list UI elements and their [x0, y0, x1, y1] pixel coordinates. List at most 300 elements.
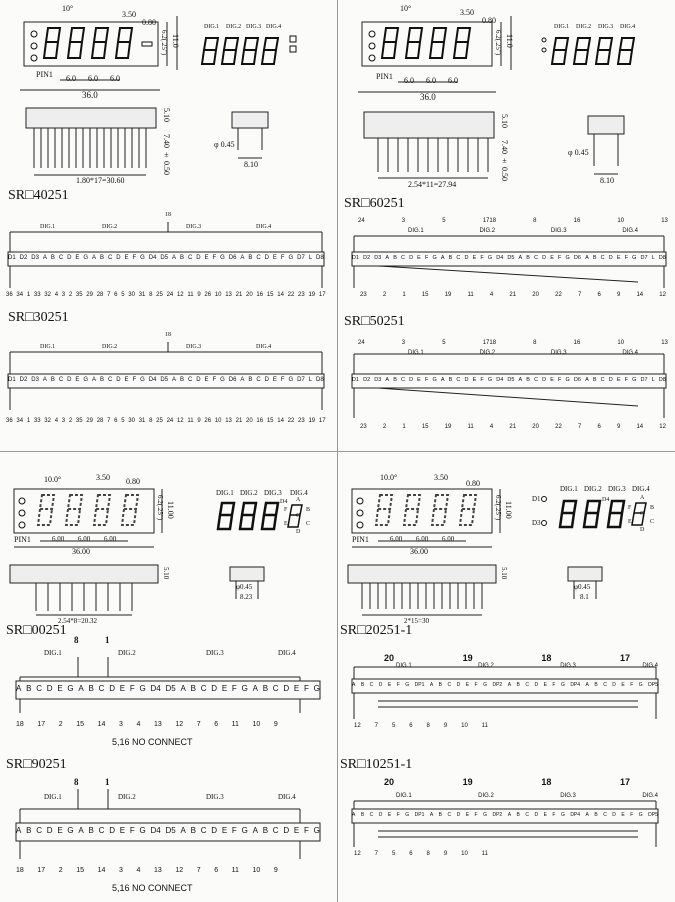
pin-number: 4: [489, 292, 494, 298]
segment-label: E: [616, 255, 621, 261]
pin-number: 1: [26, 418, 31, 424]
segment-label: G: [220, 255, 225, 261]
segment-label: B: [26, 684, 32, 693]
side-view: [364, 112, 494, 138]
pin-number: 25: [156, 292, 163, 298]
segment-label: C: [369, 812, 374, 818]
schem2-pin-row: [360, 424, 666, 430]
segment-label: D8: [658, 255, 666, 261]
pin-number: 10: [214, 292, 222, 298]
segment-label: E: [57, 826, 63, 835]
segment-label: DP4: [570, 812, 581, 818]
segment-label: D: [464, 377, 469, 383]
common-pin-number: 13: [661, 340, 668, 346]
dig-label-1: DIG.1: [554, 24, 570, 30]
pin-number: 20: [532, 424, 539, 430]
segment-label: D1: [8, 255, 16, 261]
segment-label: C: [256, 377, 261, 383]
common-pin-number: 10: [617, 340, 625, 346]
model-label-1: SR□40251: [8, 188, 69, 203]
pin-number: 6: [409, 851, 413, 857]
pin-number: 15: [266, 418, 274, 424]
digit-label: DIG.4: [622, 228, 638, 234]
pin-number: 2: [68, 418, 73, 424]
segment-label: B: [516, 812, 520, 818]
segment-label: B: [438, 812, 443, 818]
pin-number: 2: [58, 721, 63, 728]
pin-number: 5: [121, 292, 125, 298]
pin-number: 35: [75, 418, 83, 424]
model-label-2: SR□30251: [8, 310, 69, 325]
spacing-3: 6.00: [442, 535, 455, 543]
segment-label: B: [179, 377, 184, 383]
segment-label: A: [42, 377, 47, 383]
segment-label: D2: [363, 255, 371, 261]
segment-label: E: [124, 377, 129, 383]
pin-number: 7: [374, 723, 378, 729]
pin-number: 33: [33, 418, 41, 424]
segment-label: A: [92, 255, 97, 261]
segment-label: D: [378, 812, 383, 818]
segment-label: C: [36, 684, 42, 693]
segment-label: G: [638, 682, 643, 688]
segment-label: C: [200, 826, 207, 835]
segment-label: A: [252, 826, 258, 835]
spacing-3: 6.0: [110, 74, 120, 83]
segment-label: F: [552, 682, 556, 688]
schem1-top-pin-2: 1: [105, 635, 110, 645]
dig-label-4: DIG.4: [266, 24, 282, 30]
pin-number: 19: [308, 292, 316, 298]
spacing-3: 6.00: [104, 535, 117, 543]
pin-number: 20: [532, 292, 539, 298]
segment-label: D: [534, 812, 539, 818]
segment-label: C: [600, 255, 605, 261]
segment-label: G: [140, 255, 145, 261]
segment-label: B: [248, 255, 253, 261]
segment-label: G: [432, 255, 437, 261]
height1-label: 6.2(.25"): [156, 495, 164, 521]
segment-label: D: [612, 682, 616, 688]
pin-number: 15: [421, 424, 429, 430]
pin-number: 9: [616, 292, 621, 298]
dig-label-4: DIG.4: [290, 489, 308, 497]
segment-label: D2: [19, 255, 28, 261]
segment-label: D: [542, 377, 547, 383]
segment-label: F: [624, 377, 628, 383]
pin-number: 15: [76, 867, 85, 874]
segment-label: G: [565, 377, 570, 383]
pin-number: 8: [426, 723, 430, 729]
pin-number: 19: [308, 418, 316, 424]
segment-label: F: [280, 255, 285, 261]
pin-number: 11: [481, 723, 488, 729]
segment-label: G: [313, 684, 320, 693]
pin-number: 1: [402, 424, 406, 430]
segment-label: A: [16, 684, 22, 693]
seg-letter-e: E: [628, 519, 632, 525]
pin-number: 17: [37, 721, 46, 728]
segment-label: B: [393, 377, 397, 383]
schem1-dig-1: DIG.1: [44, 649, 62, 657]
schem1-dig-4: DIG.4: [256, 224, 272, 230]
schem1-top-pins: [384, 653, 630, 663]
segment-label: E: [124, 255, 129, 261]
digit-label: DIG.3: [560, 793, 576, 799]
dig-label-1: DIG.1: [204, 24, 220, 30]
digit-label: DIG.4: [622, 350, 638, 356]
pin-number: 3: [118, 867, 123, 874]
pin-number: 17: [318, 292, 326, 298]
segment-label: G: [638, 812, 643, 818]
segment-label: D3: [31, 255, 39, 261]
segment-label: D: [211, 826, 218, 835]
pin-number: 6: [214, 867, 219, 874]
dig-label-3: DIG.3: [264, 489, 282, 497]
segment-label: E: [57, 684, 63, 693]
spacing-1: 6.0: [404, 76, 414, 85]
height2-label: 11.00: [504, 501, 513, 519]
pin-number: 32: [44, 292, 51, 298]
pin-number: 11: [187, 292, 194, 298]
pin-number: 9: [273, 867, 278, 874]
segment-label: A: [352, 682, 356, 688]
segment-label: B: [26, 826, 32, 835]
segment-label: B: [594, 682, 598, 688]
segment-label: F: [552, 812, 556, 818]
segment-label: D5: [165, 684, 176, 693]
segment-label: D5: [165, 826, 176, 835]
dig-label-2: DIG.2: [226, 24, 242, 30]
pin-number: 1: [26, 292, 31, 298]
pin-number: 33: [33, 292, 41, 298]
pin-number: 29: [86, 292, 93, 298]
segment-label: E: [293, 826, 300, 835]
pin-number: 12: [354, 851, 361, 857]
pin-number: 28: [96, 292, 104, 298]
segment-label: C: [447, 682, 452, 688]
width-label: 36.0: [82, 90, 98, 100]
segment-label: E: [543, 812, 547, 818]
segment-label: F: [132, 255, 137, 261]
pin-number: 22: [287, 418, 295, 424]
angle-label: 10.0°: [380, 473, 398, 482]
segment-label: DP5: [648, 812, 658, 818]
side-view: [348, 565, 496, 583]
drawing-svg-tr: [338, 0, 675, 451]
segment-label: B: [360, 682, 365, 688]
digit-sketch: [202, 36, 296, 64]
seg-width-label: 0.80: [466, 479, 480, 488]
pin-number: 11: [467, 292, 474, 298]
schem2-pin-row: [354, 851, 488, 857]
common-pin-number: 16: [573, 218, 581, 224]
pin-number: 8: [149, 292, 153, 298]
segment-label: D: [211, 684, 218, 693]
pin-number: 6: [597, 292, 601, 298]
common-pin-number: 18: [541, 653, 552, 663]
pin-length-label: 7.40 ± 0.50: [500, 140, 509, 181]
pin-number: 31: [138, 292, 146, 298]
segment-label: D6: [573, 377, 581, 383]
segment-label: B: [448, 255, 453, 261]
digit-label: DIG.1: [408, 350, 424, 356]
common-pin-number: 1718: [482, 218, 497, 224]
segment-label: D5: [507, 255, 515, 261]
segment-label: B: [88, 826, 94, 835]
segment-label: D: [264, 255, 269, 261]
segment-label: D6: [228, 377, 237, 383]
segment-label: C: [98, 684, 105, 693]
segment-label: D3: [374, 255, 382, 261]
seg-letter-g: G: [296, 513, 301, 519]
pin-length-label: 7.40 ± 0.50: [162, 134, 171, 175]
segment-label: G: [241, 684, 248, 693]
segment-label: B: [262, 684, 269, 693]
pin-number: 20: [246, 418, 253, 424]
segment-label: D4: [148, 255, 157, 261]
depth-label: 8.1: [580, 593, 589, 601]
digit-label: DIG.4: [642, 793, 658, 799]
segment-label: D: [456, 682, 461, 688]
segment-label: L: [308, 255, 313, 261]
segment-label: A: [352, 812, 356, 818]
segment-label: A: [240, 255, 245, 261]
segment-label: D7: [640, 377, 648, 383]
segment-label: D: [534, 682, 539, 688]
schem1-pin-row: [6, 292, 326, 298]
segment-label: D: [109, 684, 115, 693]
schem2-dig-2: DIG.2: [102, 344, 118, 350]
segment-label: F: [231, 826, 237, 835]
seg-letter-d4: D4: [280, 499, 288, 505]
schem1-top-pin-1: 8: [74, 635, 79, 645]
pin-dia-label: φ 0.45: [214, 140, 235, 149]
segment-label: G: [483, 682, 487, 688]
dig-label-2: DIG.2: [576, 24, 592, 30]
segment-label: E: [621, 812, 625, 818]
segment-label: A: [180, 826, 186, 835]
pin-number: 23: [298, 292, 305, 298]
side-pins: [34, 128, 146, 175]
segment-label: G: [487, 255, 493, 261]
side-height-label: 5.10: [500, 567, 508, 580]
digit-label: DIG.3: [550, 350, 567, 356]
digit-sketch: [542, 38, 634, 64]
segment-label: G: [67, 826, 74, 835]
pin-number: 36: [6, 292, 13, 298]
digit-label: DIG.2: [478, 663, 494, 669]
segment-label: A: [172, 255, 177, 261]
segment-label: F: [558, 377, 562, 383]
spacing-1: 6.00: [390, 535, 403, 543]
segment-label: D1: [352, 377, 360, 383]
width-label: 36.00: [410, 547, 428, 556]
segment-label: E: [621, 682, 625, 688]
segment-label: A: [429, 682, 434, 688]
pin-number: 13: [153, 721, 162, 728]
segment-label: E: [119, 684, 126, 693]
segment-label: D: [409, 377, 414, 383]
seg-letter-f: F: [628, 505, 632, 511]
segment-label: E: [417, 377, 421, 383]
segment-label: G: [632, 255, 637, 261]
segment-label: D: [196, 255, 201, 261]
common-pin-number: 13: [661, 218, 668, 224]
pin-number: 2: [382, 292, 387, 298]
pin-number: 12: [175, 867, 184, 874]
segment-label: B: [448, 377, 453, 383]
segment-label: D6: [228, 255, 237, 261]
segment-label: L: [651, 377, 655, 383]
segment-label: C: [400, 255, 405, 261]
pin-number: 32: [44, 418, 51, 424]
seg-letter-d4: D4: [602, 497, 610, 503]
pin-number: 7: [196, 867, 201, 874]
segment-label: D: [116, 377, 121, 383]
segment-label: L: [651, 255, 655, 261]
colon-dots: [369, 31, 375, 61]
segment-label: C: [107, 255, 113, 261]
segment-label: G: [560, 682, 565, 688]
digit-sketch: [218, 503, 302, 529]
digit-label: DIG.1: [396, 793, 412, 799]
front-digits: [38, 495, 138, 525]
segment-label: E: [387, 682, 392, 688]
end-view: [588, 116, 624, 174]
pin1-label: PIN1: [352, 535, 369, 544]
segment-label: G: [139, 684, 146, 693]
segment-label: E: [417, 255, 421, 261]
schem2-pin-row: [6, 418, 326, 424]
common-pin-number: 19: [462, 653, 473, 663]
spacing-2: 6.00: [78, 535, 91, 543]
segment-label: C: [603, 812, 607, 818]
segment-label: D2: [19, 377, 28, 383]
pin-number: 12: [354, 723, 361, 729]
pin-number: 23: [360, 292, 367, 298]
dig-label-3: DIG.3: [598, 24, 614, 30]
common-pin-number: 24: [358, 218, 365, 224]
pin-number: 2: [68, 292, 73, 298]
pin-number: 12: [659, 424, 666, 430]
segment-label: F: [424, 377, 429, 383]
pin-number: 14: [277, 418, 284, 424]
side-pins: [378, 138, 488, 178]
pin-number: 4: [54, 292, 59, 298]
pin-number: 17: [37, 867, 46, 874]
side-height-label: 5.10: [500, 114, 509, 128]
seg-width-label: 0.80: [142, 18, 156, 27]
segment-label: F: [630, 812, 634, 818]
schem1-dig-3: DIG.3: [186, 224, 202, 230]
schem1-pin-row: [16, 721, 278, 728]
pin-number: 11: [231, 721, 239, 728]
segment-label: D: [264, 377, 269, 383]
pin-number: 6: [214, 721, 219, 728]
pin-number: 6: [409, 723, 413, 729]
schem2-pin-row: [16, 867, 278, 874]
pin-number: 9: [273, 721, 278, 728]
pin-number: 24: [166, 292, 174, 298]
pitch-label: 3.50: [96, 473, 110, 482]
segment-label: G: [565, 255, 570, 261]
segment-label: D: [608, 255, 613, 261]
pin-number: 2: [58, 867, 63, 874]
segment-label: D: [67, 255, 72, 261]
segment-label: F: [280, 377, 285, 383]
pin-number: 9: [616, 424, 621, 430]
schematic-1: [352, 667, 658, 719]
pin-pitch-label: 2.54*11=27.94: [408, 180, 457, 189]
segment-label: C: [447, 812, 452, 818]
height1-label: 6.2(.25"): [494, 30, 502, 56]
pin-number: 7: [577, 424, 582, 430]
schem2-dig-row: [396, 793, 658, 799]
segment-label: A: [585, 255, 589, 261]
pin-number: 21: [235, 418, 243, 424]
pin-number: 12: [176, 418, 184, 424]
pin-number: 26: [204, 418, 212, 424]
segment-label: D: [464, 255, 469, 261]
segment-label: G: [83, 255, 89, 261]
quadrant-bottom-right: [338, 451, 675, 902]
pin-number: 10: [252, 867, 261, 874]
angle-label: 10°: [62, 4, 74, 13]
pin-number: 31: [138, 418, 146, 424]
pin-number: 12: [659, 292, 666, 298]
pin-number: 2: [382, 424, 387, 430]
common-pin-number: 19: [462, 777, 473, 787]
segment-label: D4: [496, 377, 504, 383]
seg-letter-b: B: [306, 507, 311, 513]
side-height-label: 5.10: [162, 567, 170, 580]
digit-label: DIG.3: [550, 228, 567, 234]
segment-label: F: [424, 255, 429, 261]
segment-label: C: [534, 377, 539, 383]
pin-number: 4: [54, 418, 59, 424]
segment-label: A: [507, 682, 512, 688]
schem2-dig-3: DIG.3: [186, 344, 202, 350]
segment-label: A: [585, 682, 589, 688]
schem2-top-pins: [358, 340, 668, 346]
segment-label: G: [288, 255, 294, 261]
pin-number: 19: [444, 424, 452, 430]
pin-number: 34: [16, 418, 24, 424]
segment-label: D: [608, 377, 613, 383]
segment-label: C: [603, 682, 607, 688]
seg-letter-a: A: [296, 497, 301, 503]
segment-label: A: [180, 684, 186, 693]
pin-number: 29: [86, 418, 93, 424]
pin-number: 14: [636, 424, 644, 430]
common-pin-number: 3: [401, 340, 406, 346]
schem1-dig-1: DIG.1: [40, 224, 56, 230]
depth-label: 8.23: [240, 593, 253, 601]
segment-label: B: [99, 255, 104, 261]
pin-pitch-label: 2*15=30: [404, 617, 429, 625]
pitch-label: 3.50: [122, 10, 136, 19]
pin-number: 12: [176, 292, 184, 298]
pin-number: 8: [426, 851, 430, 857]
segment-label: B: [50, 377, 55, 383]
schem1-top-pins: [358, 218, 668, 224]
schem1-segment-row: [16, 684, 320, 693]
segment-label: A: [429, 812, 434, 818]
pin-number: 6: [114, 418, 118, 424]
pin-number: 18: [16, 867, 24, 874]
segment-label: D: [283, 684, 290, 693]
